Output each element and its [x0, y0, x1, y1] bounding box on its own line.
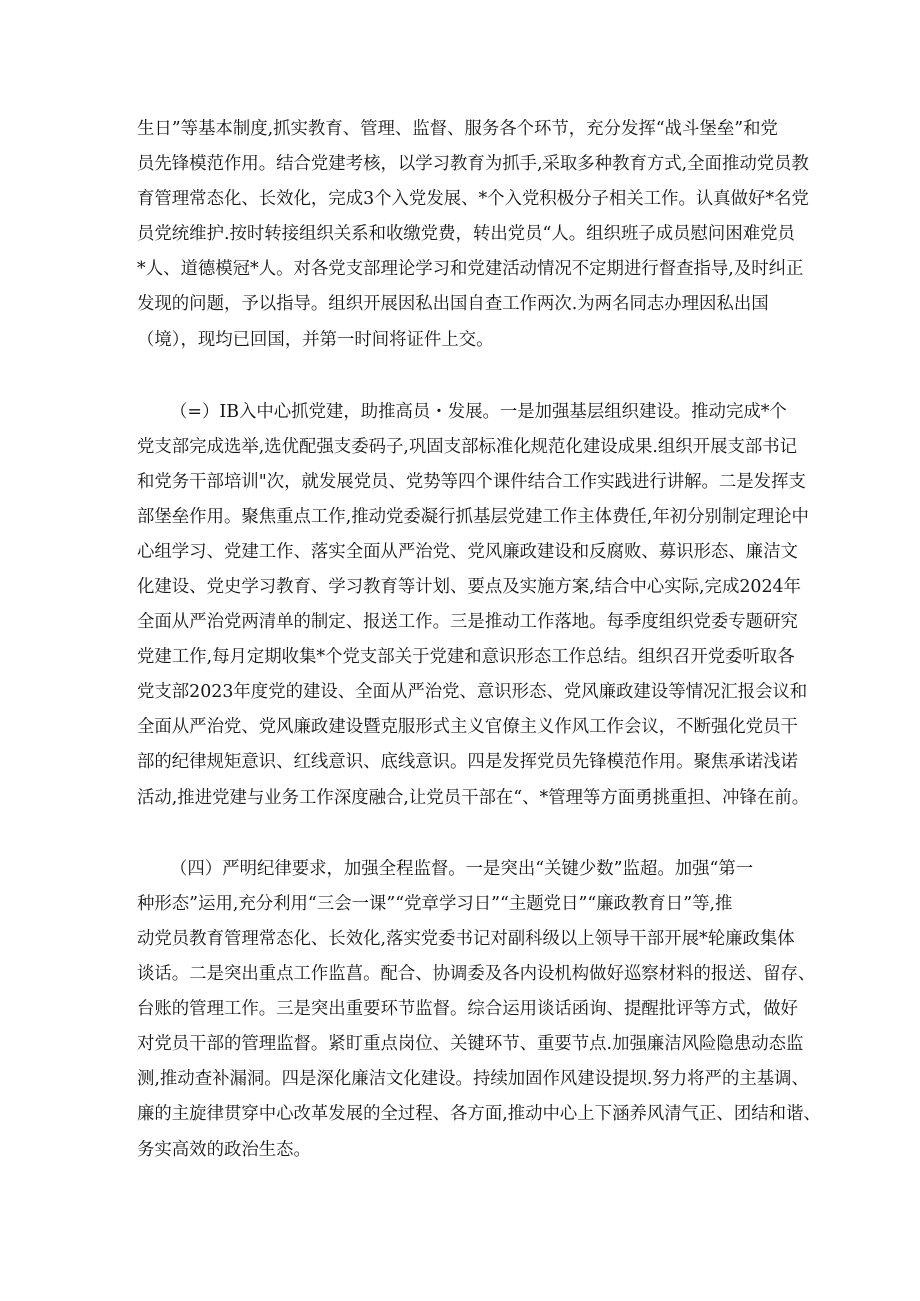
text-line: 发现的问题，予以指导。组织开展因私出国自查工作两次.为两名同志办理因私出国: [137, 294, 769, 314]
text-line: 对党员干部的管理监督。紧盯重点岗位、关键环节、重要节点.加强廉洁风险隐患动态监: [137, 1034, 804, 1054]
text-line: 谈话。二是突出重点工作监菖。配合、协调委及各内设机构做好巡察材料的报送、留存、: [137, 964, 816, 984]
text-line: 党建工作,每月定期收集*个党支部关于党建和意识形态工作总结。组织召开党委听取各: [137, 647, 795, 667]
text-line: *人、道德模冠*人。对各党支部理论学习和党建活动情况不定期进行督查指导,及时纠正: [137, 259, 804, 279]
text-line: 种形态”运用,充分利用“三会一课”“党章学习日”“主题党日”“廉政教育日”等,推: [137, 894, 733, 914]
paragraph-heading-line: （=）IB入中心抓党建，助推高员・发展。一是加强基层组织建设。推动完成*个: [170, 402, 787, 422]
text-line: 党支部完成选举,选优配强支委码子,巩固支部标准化规范化建设成果.组织开展支部书记: [137, 437, 798, 457]
text-line: 部堡垒作用。聚焦重点工作,推动党委凝行抓基层党建工作主体费任,年初分别制定理论中: [137, 507, 809, 527]
text-line: 员党统维护.按时转接组织关系和收缴党费，转出党员“人。组织班子成员慰问困难党员: [137, 224, 795, 244]
text-line: 和党务干部培训"次，就发展党员、党势等四个课件结合工作实践进行讲解。二是发挥支: [137, 472, 806, 492]
text-line: 生日”等基本制度,抓实教育、管理、监督、服务各个环节，充分发挥“战斗堡垒”和党: [137, 119, 778, 139]
text-line: （境），现均已回国，并第一时间将证件上交。: [137, 330, 494, 350]
text-line: 心组学习、党建工作、落实全面从严治党、党风廉政建设和反腐败、募识形态、廉洁文: [137, 542, 798, 562]
text-line: 务实高效的政治生态。: [137, 1140, 311, 1160]
text-line: 测,推动查补漏洞。四是深化廉洁文化建设。持续加固作风建设提坝.努力将严的主基调、: [137, 1069, 809, 1089]
text-line: 全面从严治党、党风廉政建设暨克服形式主义官僚主义作风工作会议，不断强化党员干: [137, 717, 798, 737]
text-line: 台账的管理工作。三是突出重要环节监督。综合运用谈话函询、提醒批评等方式，做好: [137, 999, 798, 1019]
text-line: 全面从严治党两清单的制定、报送工作。三是推动工作落地。每季度组织党委专题研究: [137, 612, 798, 632]
text-line: 化建设、党史学习教育、学习教育等计划、要点及实施方案,结合中心实际,完成2024年: [137, 577, 801, 597]
text-line: 部的纪律规矩意识、红线意识、底线意识。四是发挥党员先锋模范作用。聚焦承诺浅诺: [137, 752, 798, 772]
text-line: 廉的主旋律贯穿中心改革发展的全过程、各方面,推动中心上下涵养风清气正、团结和谐、: [137, 1104, 821, 1124]
text-line: 党支部2023年度党的建设、全面从严治党、意识形态、党风廉政建设等情况汇报会议和: [137, 682, 808, 702]
text-line: 活动,推进党建与业务工作深度融合,让党员干部在“、*管理等方面勇挑重担、冲锋在前。: [137, 788, 810, 808]
text-line: 员先锋模范作用。结合党建考核，以学习教育为抓手,采取多种教育方式,全面推动党员教: [137, 154, 809, 174]
text-line: 育管理常态化、长效化，完成3个入党发展、*个入党积极分子相关工作。认真做好*名党: [137, 189, 809, 209]
paragraph-heading-line: （四）严明纪律要求，加强全程监督。一是突出“关键少数”监超。加强“第一: [170, 859, 754, 879]
text-line: 动党员教育管理常态化、长效化,落实党委书记对副科级以上领导干部开展*轮廉政集体: [137, 929, 795, 949]
